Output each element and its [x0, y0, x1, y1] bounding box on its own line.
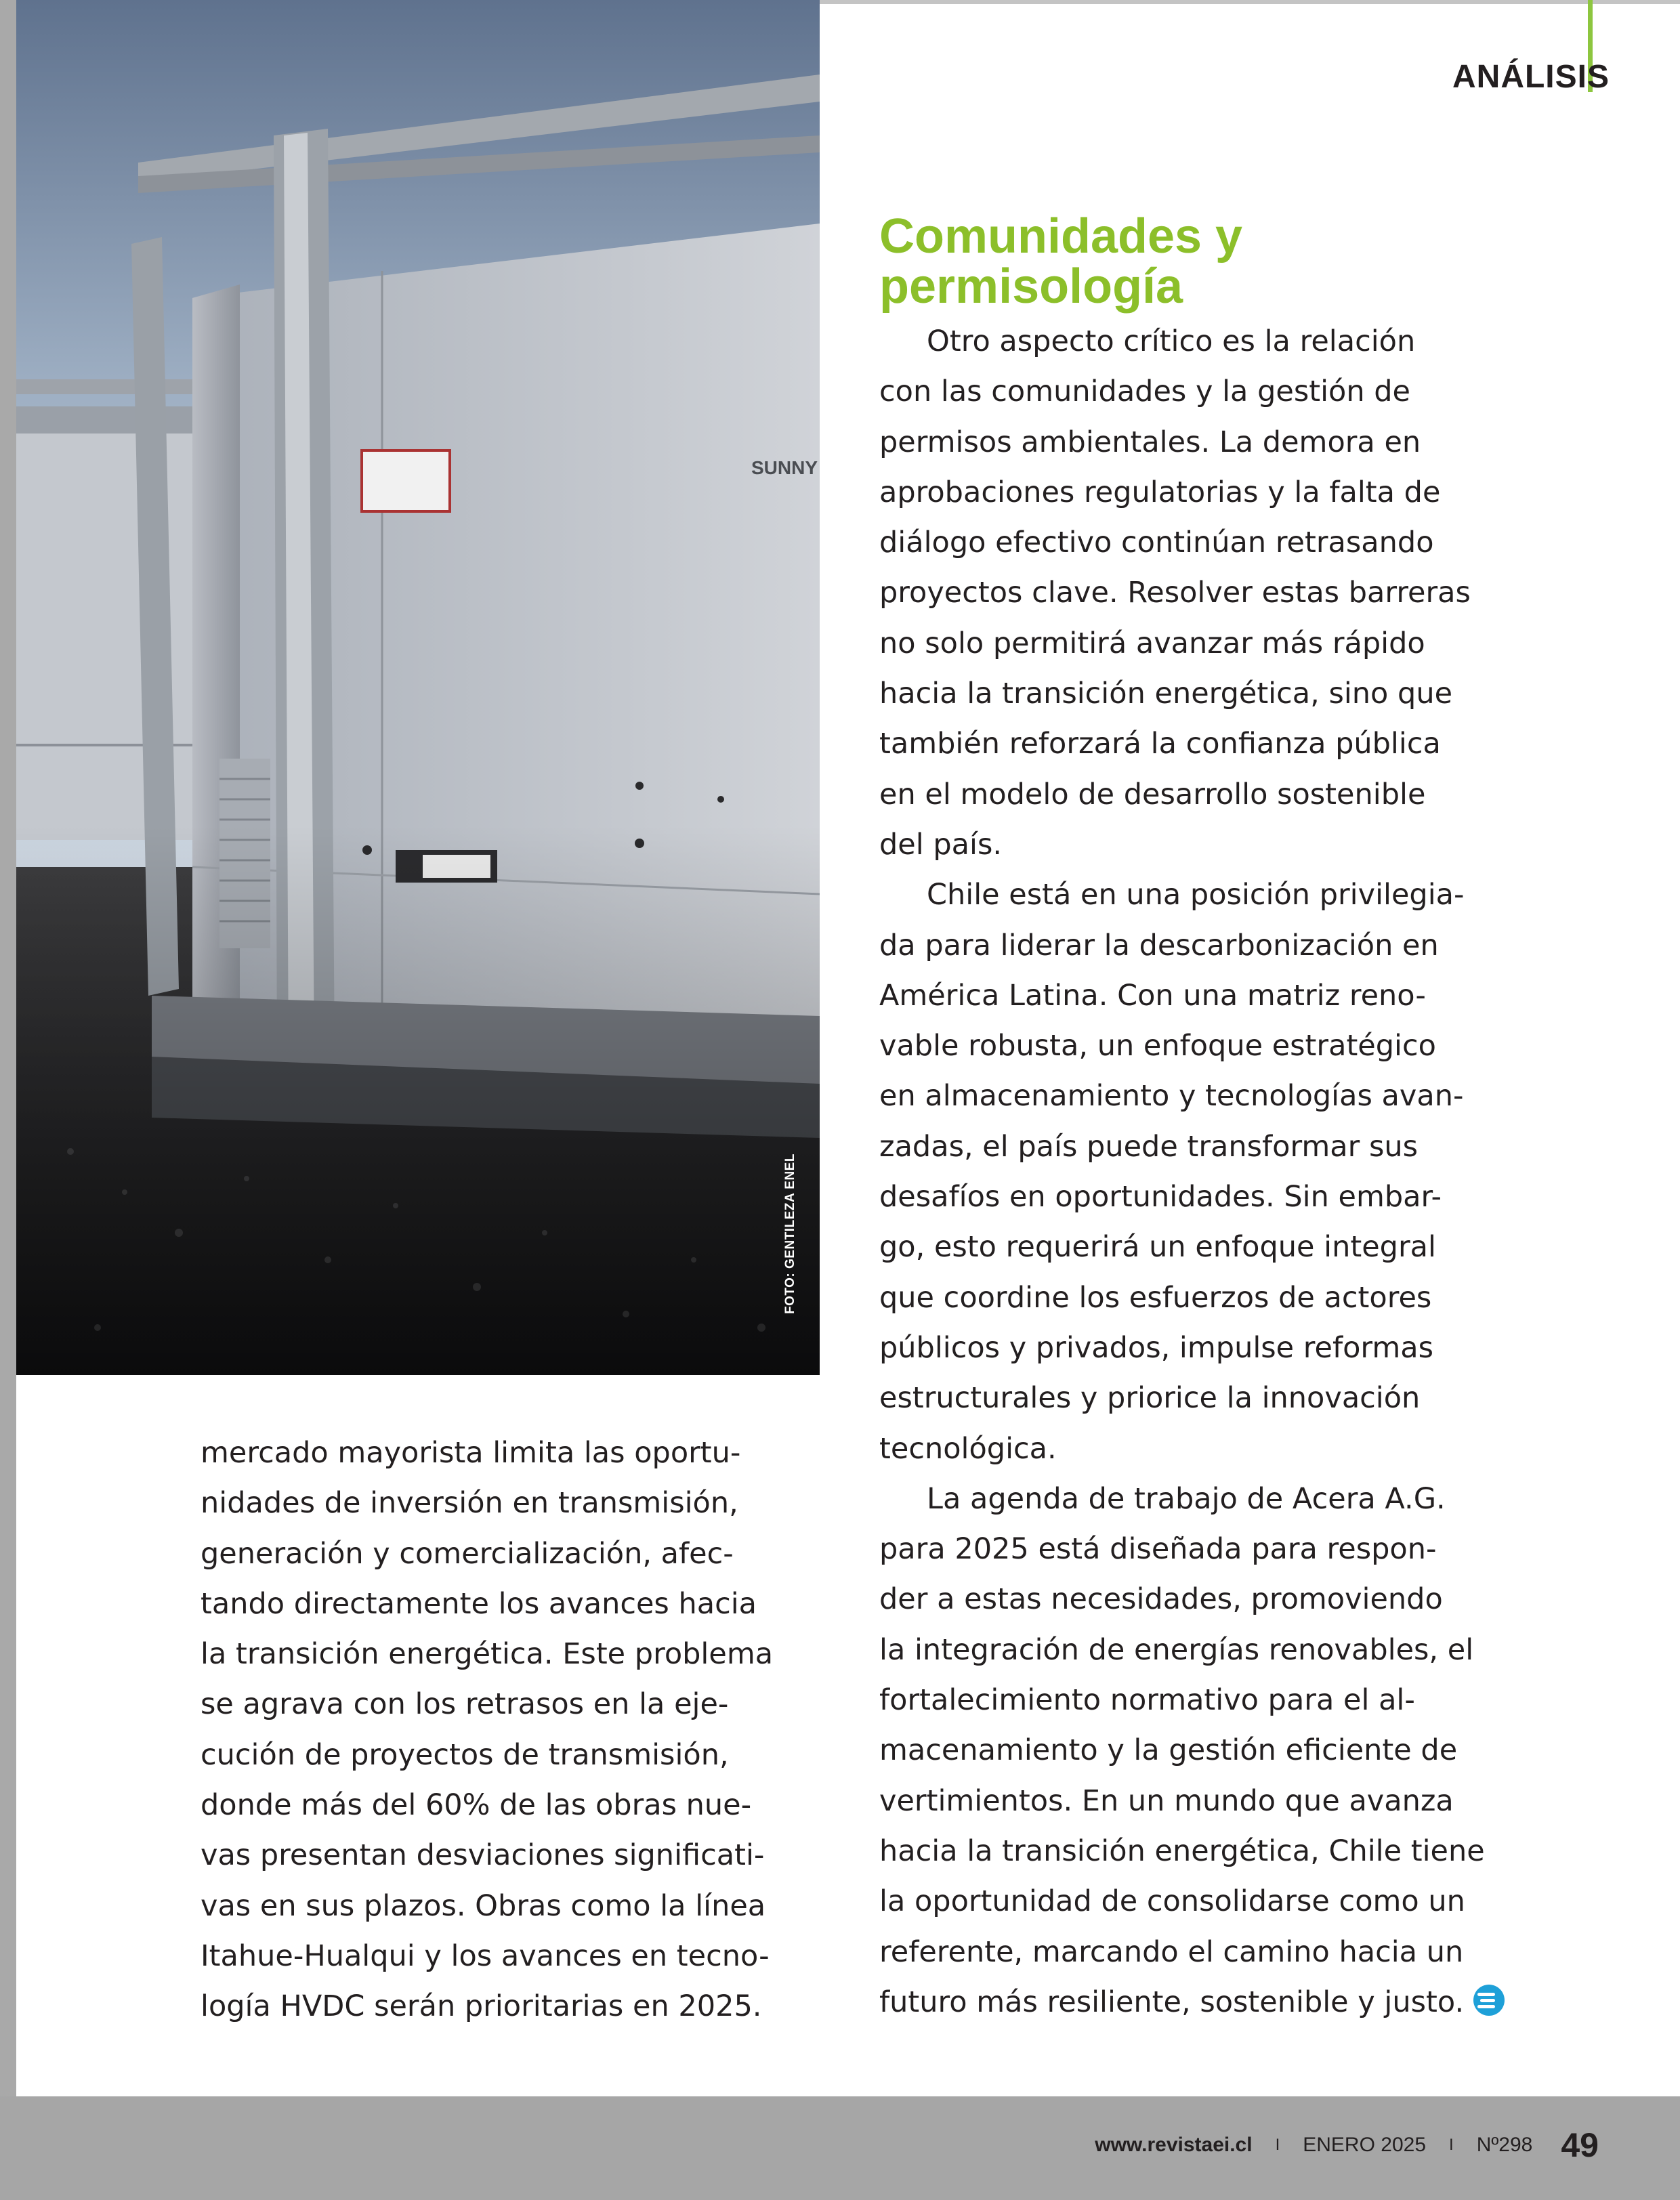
text-line: públicos y privados, impulse reformas — [879, 1330, 1433, 1365]
text-line: logía HVDC serán prioritarias en 2025. — [201, 1989, 762, 2024]
body-column-right — [879, 316, 1516, 2027]
text-line-last — [879, 1977, 1516, 2027]
text-line: no solo permitirá avanzar más rápido — [879, 626, 1425, 660]
text-line: mercado mayorista limita las oportu- — [201, 1436, 741, 1470]
text-line: aprobaciones regulatorias y la falta de — [879, 475, 1441, 509]
text-line: nidades de inversión en transmisión, — [201, 1486, 738, 1521]
footer-content — [1095, 2125, 1599, 2165]
article-photo — [16, 0, 820, 1375]
text-line: en el modelo de desarrollo sostenible — [879, 777, 1426, 811]
text-line: se agrava con los retrasos en la eje- — [201, 1687, 729, 1722]
text-line: Itahue-Hualqui y los avances en tecno- — [201, 1939, 770, 1973]
text-line: desafíos en oportunidades. Sin embar- — [879, 1180, 1442, 1214]
issue-number: Nº298 — [1476, 2134, 1533, 2156]
heading-line: Comunidades y — [879, 209, 1243, 263]
text-line: tecnológica. — [879, 1431, 1057, 1466]
text-line: tando directamente los avances hacia — [201, 1586, 757, 1621]
text-line: vertimientos. En un mundo que avanza — [879, 1783, 1454, 1818]
text-line: permisos ambientales. La demora en — [879, 425, 1421, 459]
text-line: del país. — [879, 827, 1003, 862]
text-line: der a estas necesidades, promoviendo — [879, 1582, 1443, 1617]
text-line: también reforzará la confianza pública — [879, 727, 1441, 761]
text-line: donde más del 60% de las obras nue- — [201, 1788, 752, 1823]
text-line: en almacenamiento y tecnologías avan- — [879, 1079, 1464, 1114]
panel-label: SUNNY — [751, 457, 818, 478]
text-line: la oportunidad de consolidarse como un — [879, 1884, 1465, 1919]
heading-line: permisología — [879, 259, 1183, 314]
text-line: macenamiento y la gestión eficiente de — [879, 1733, 1458, 1768]
text-line: diálogo efectivo continúan retrasando — [879, 526, 1434, 560]
section-label: ANÁLISIS — [1452, 59, 1610, 95]
footer-separator: I — [1449, 2136, 1454, 2154]
text-line: vas presentan desviaciones significati- — [201, 1838, 765, 1873]
article-heading — [879, 211, 1489, 312]
page-edge-left — [0, 0, 16, 2096]
text-line: para 2025 está diseñada para respon- — [879, 1532, 1437, 1567]
magazine-url[interactable]: www.revistaei.cl — [1095, 2134, 1253, 2156]
text-line: go, esto requerirá un enfoque integral — [879, 1230, 1436, 1265]
footer-separator: I — [1275, 2136, 1280, 2154]
text-line: con las comunidades y la gestión de — [879, 375, 1411, 409]
text-line: la integración de energías renovables, el — [879, 1632, 1474, 1667]
text-line: hacia la transición energética, Chile tiene — [879, 1834, 1485, 1868]
battery-container-illustration — [16, 0, 820, 1375]
body-column-left — [201, 1428, 824, 2032]
text-line: América Latina. Con una matriz reno- — [879, 978, 1426, 1013]
text-line: Otro aspecto crítico es la relación — [927, 324, 1416, 358]
text-line: La agenda de trabajo de Acera A.G. — [927, 1481, 1446, 1516]
text-line: cución de proyectos de transmisión, — [201, 1737, 729, 1772]
text-line: proyectos clave. Resolver estas barreras — [879, 576, 1471, 610]
end-of-article-icon — [1472, 1983, 1506, 2017]
text-line: que coordine los esfuerzos de actores — [879, 1280, 1432, 1315]
text-line: vable robusta, un enfoque estratégico — [879, 1029, 1436, 1063]
issue-date: ENERO 2025 — [1303, 2134, 1427, 2156]
text-line: la transición energética. Este problema — [201, 1637, 774, 1672]
text-line: generación y comercialización, afec- — [201, 1536, 734, 1571]
text-line: hacia la transición energética, sino que — [879, 677, 1453, 711]
photo-credit: FOTO: GENTILEZA ENEL — [783, 1154, 797, 1314]
page-number: 49 — [1561, 2126, 1599, 2164]
text-line: zadas, el país puede transformar sus — [879, 1129, 1419, 1164]
text-line: fortalecimiento normativo para el al- — [879, 1683, 1415, 1718]
text-line: futuro más resiliente, sostenible y justo. — [879, 1985, 1465, 2019]
page-edge-top — [820, 0, 1680, 4]
text-line: Chile está en una posición privilegia- — [927, 878, 1465, 912]
text-line: da para liderar la descarbonización en — [879, 928, 1439, 962]
text-line: referente, marcando el camino hacia un — [879, 1934, 1464, 1969]
text-line: vas en sus plazos. Obras como la línea — [201, 1888, 766, 1923]
text-line: estructurales y priorice la innovación — [879, 1381, 1421, 1416]
